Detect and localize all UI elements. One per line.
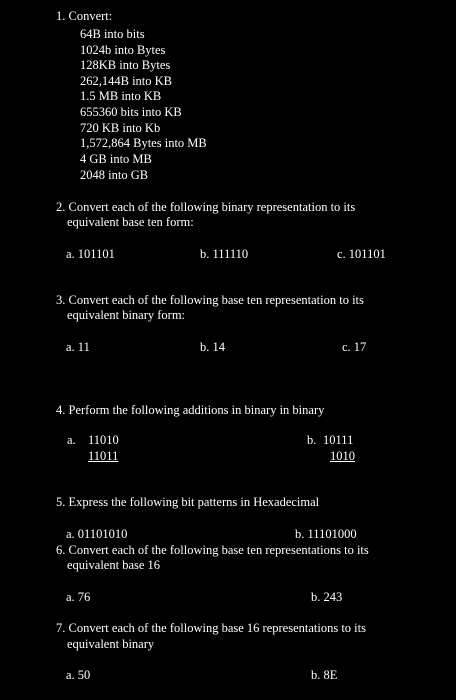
q6-option-b: b. 243 xyxy=(311,590,343,604)
q5-option-a: a. 01101010 xyxy=(66,527,128,541)
q1-title: 1. Convert: xyxy=(56,9,113,23)
q1-item: 4 GB into MB xyxy=(80,152,152,166)
q4-title: 4. Perform the following additions in binary in binary xyxy=(56,403,325,417)
q1-item: 64B into bits xyxy=(80,27,145,41)
q3-prompt-line2: equivalent binary form: xyxy=(67,308,186,322)
q6-prompt-line2: equivalent base 16 xyxy=(67,558,161,572)
q4-a-label: a. xyxy=(67,433,76,447)
q5-option-b: b. 11101000 xyxy=(295,527,357,541)
q3-option-c: c. 17 xyxy=(342,340,367,354)
q3-prompt-line1: 3. Convert each of the following base ten representation to its xyxy=(56,293,364,307)
q1-item: 262,144B into KB xyxy=(80,74,173,88)
q6-prompt-line1: 6. Convert each of the following base ten representations to its xyxy=(56,543,369,557)
q7-prompt-line2: equivalent binary xyxy=(67,637,155,651)
q2-option-a: a. 101101 xyxy=(66,247,115,261)
q6-option-a: a. 76 xyxy=(66,590,91,604)
q1-item: 1024b into Bytes xyxy=(80,43,166,57)
q5-title: 5. Express the following bit patterns in Hexadecimal xyxy=(56,495,320,509)
q1-item: 720 KB into Kb xyxy=(80,121,161,135)
q7-option-b: b. 8E xyxy=(311,668,338,682)
q3-option-a: a. 11 xyxy=(66,340,90,354)
q2-prompt-line2: equivalent base ten form: xyxy=(67,215,194,229)
q2-option-c: c. 101101 xyxy=(337,247,386,261)
q1-item: 655360 bits into KB xyxy=(80,105,182,119)
q4-a-bottom-operand: 11011 xyxy=(88,449,119,463)
q4-b-label: b. xyxy=(307,433,317,447)
q7-option-a: a. 50 xyxy=(66,668,91,682)
q1-item: 128KB into Bytes xyxy=(80,58,171,72)
q2-option-b: b. 111110 xyxy=(200,247,249,261)
q7-prompt-line1: 7. Convert each of the following base 16 representations to its xyxy=(56,621,366,635)
q1-item: 2048 into GB xyxy=(80,168,149,182)
q4-b-top-operand: 10111 xyxy=(323,433,354,447)
q3-option-b: b. 14 xyxy=(200,340,225,354)
q4-a-top-operand: 11010 xyxy=(88,433,119,447)
q2-prompt-line1: 2. Convert each of the following binary representation to its xyxy=(56,200,356,214)
q1-item: 1,572,864 Bytes into MB xyxy=(80,136,207,150)
q1-item: 1.5 MB into KB xyxy=(80,89,162,103)
q4-b-bottom-operand: 1010 xyxy=(330,449,355,463)
